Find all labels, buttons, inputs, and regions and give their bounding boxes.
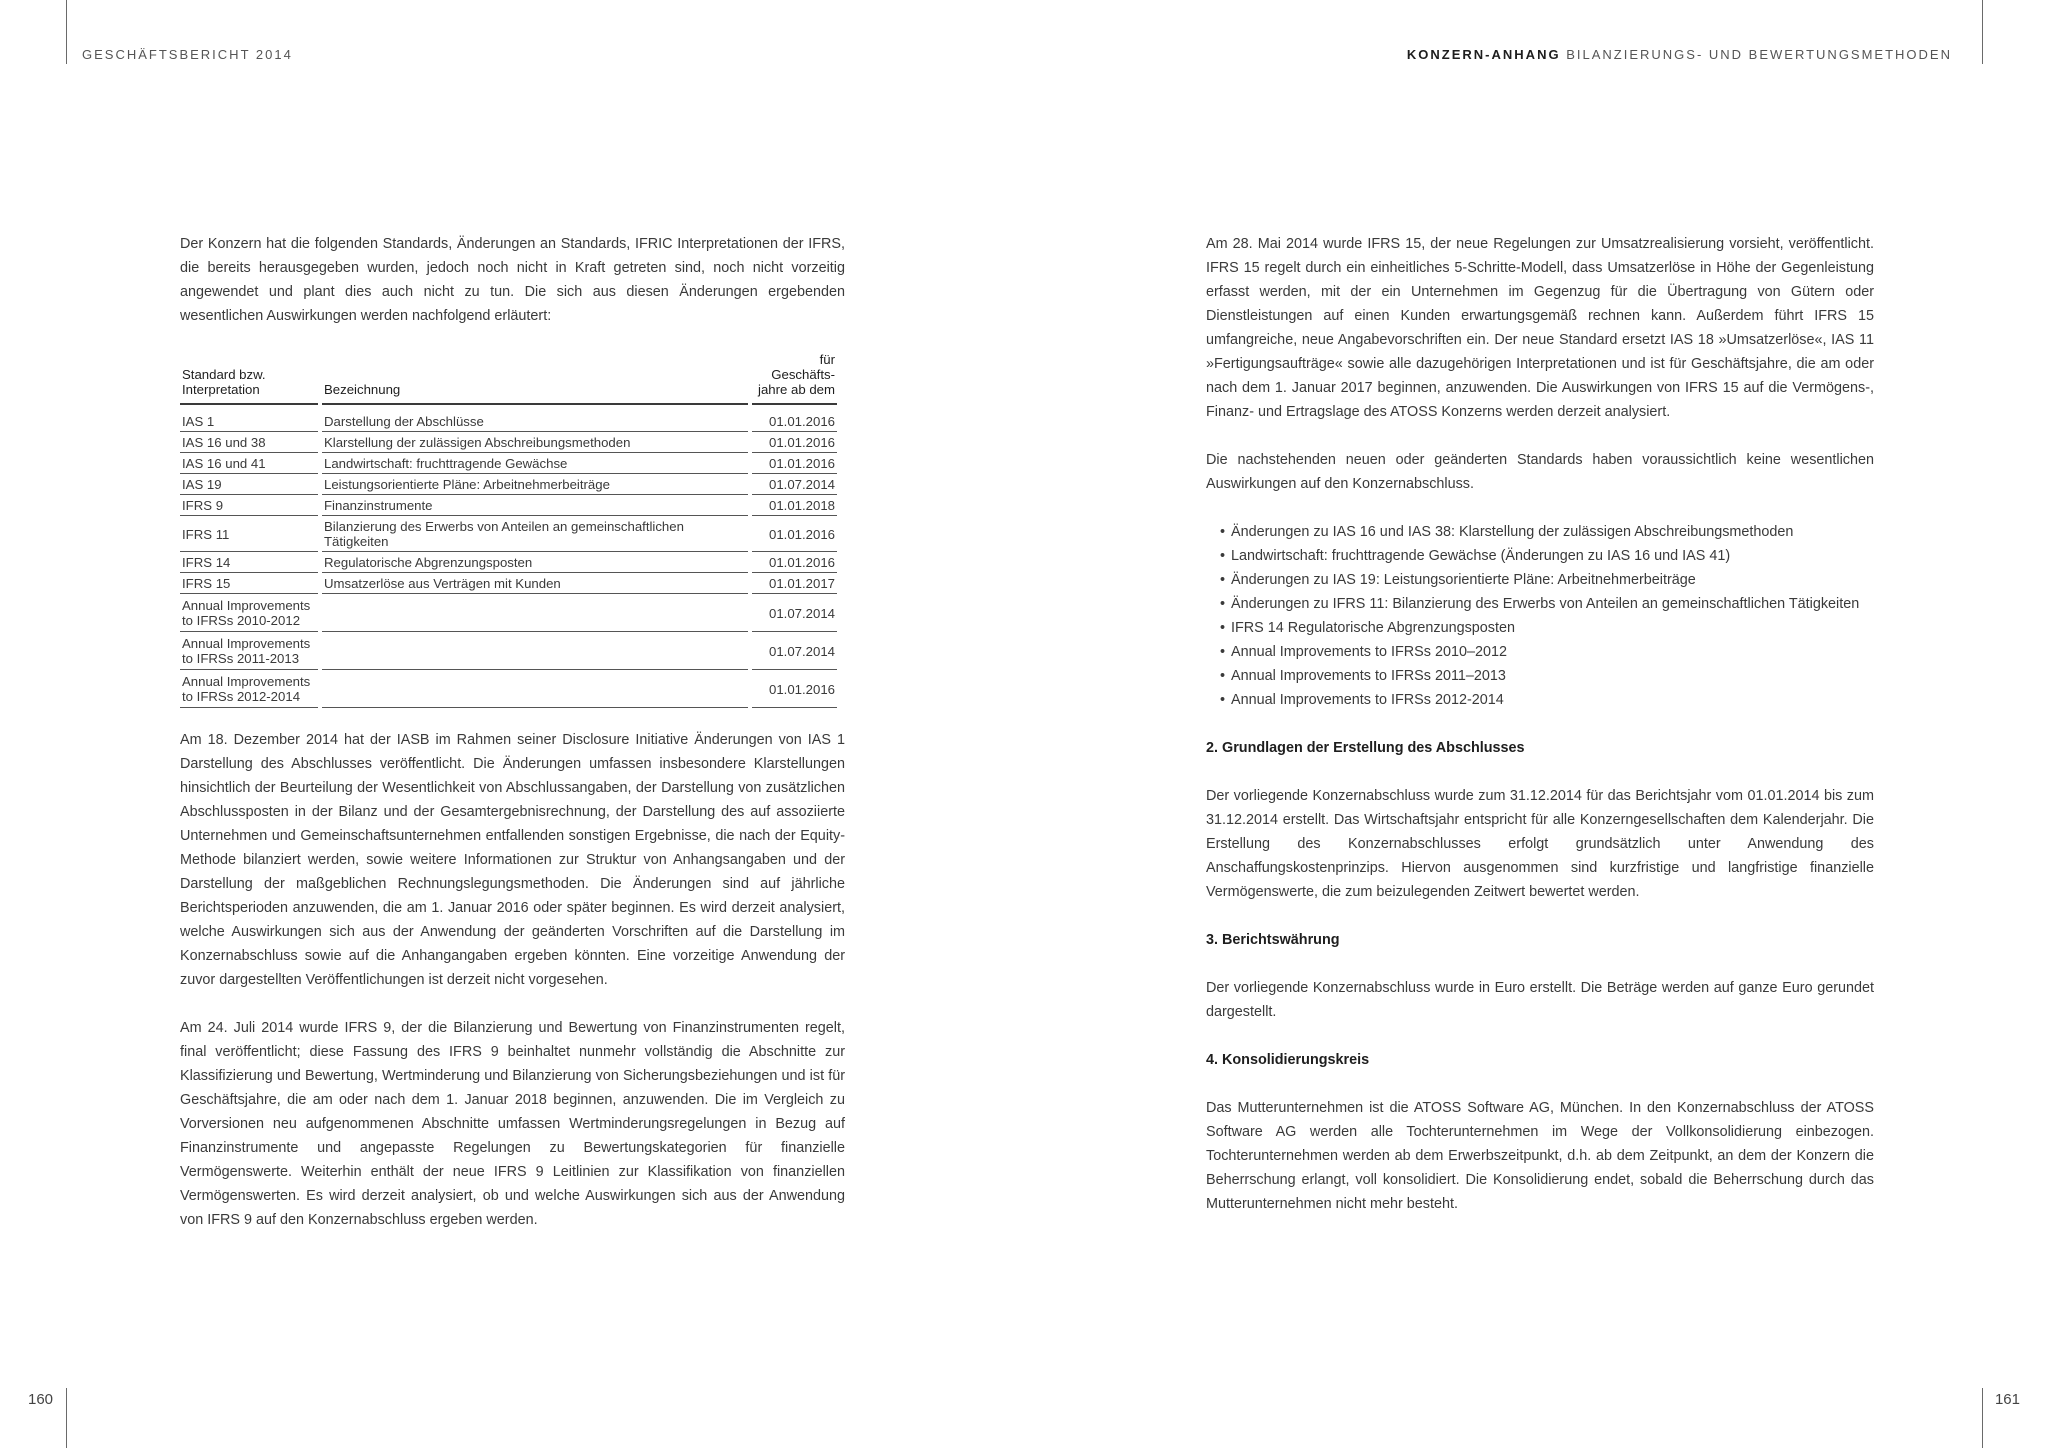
intro-paragraph: Der Konzern hat die folgenden Standards, Änderungen an Standards, IFRIC Interpretationen der IFRS, die bereits herausgegeben wurden, jedoch noch nicht in Kraft getreten sind, noch nicht vorzeitig angewendet und plant dies auch nicht zu tun. Die sich aus diesen Änderungen ergebenden wesentlichen Auswirkungen werden nachfolgend erläutert: — [180, 236, 845, 324]
crop-mark-bottom — [1982, 1388, 1983, 1448]
crop-mark-top — [66, 0, 67, 64]
cell-standard: IFRS 9 — [180, 495, 318, 516]
running-head-subsection: BILANZIERUNGS- UND BEWERTUNGSMETHODEN — [1566, 47, 1952, 62]
running-head: GESCHÄFTSBERICHT 2014 — [82, 47, 293, 62]
standards-bullet-list — [1206, 520, 1874, 712]
page-number: 161 — [1994, 1391, 2020, 1408]
table-row — [180, 632, 837, 670]
crop-mark-bottom — [66, 1388, 67, 1448]
table-row — [180, 495, 837, 516]
right-column — [1206, 232, 1874, 1240]
list-item: • Annual Improvements to IFRSs 2011–2013 — [1220, 664, 1874, 688]
cell-standard: IFRS 11 — [180, 516, 318, 552]
cell-date: 01.07.2014 — [752, 594, 837, 632]
table-row — [180, 432, 837, 453]
running-head-section: KONZERN-ANHANG — [1406, 47, 1561, 62]
cell-designation: Bilanzierung des Erwerbs von Anteilen an gemeinschaftlichen Tätigkeiten — [322, 516, 748, 552]
cell-date: 01.01.2016 — [752, 552, 837, 573]
table-row — [180, 474, 837, 495]
cell-designation: Landwirtschaft: fruchttragende Gewächse — [322, 453, 748, 474]
cell-designation — [322, 632, 748, 670]
cell-standard: IAS 16 und 41 — [180, 453, 318, 474]
table-row — [180, 670, 837, 708]
running-head — [1407, 47, 1952, 62]
cell-date: 01.07.2014 — [752, 632, 837, 670]
paragraph-ifrs9: Am 24. Juli 2014 wurde IFRS 9, der die Bilanzierung und Bewertung von Finanzinstrumenten regelt, final veröffentlicht; diese Fassung des IFRS 9 beinhaltet nunmehr vollständig die Abschnitte zur Klassifizierung und Bewertung, Wertminderung und Bilanzierung von Sicherungsbeziehungen und ist für Geschäftsjahre, die am oder nach dem 1. Januar 2018 beginnen, anzuwenden. Die im Vergleich zu Vorversionen neu aufgenommenen Abschnitte umfassen Wertminderungsregelungen in Bezug auf Finanzinstrumente und angepasste Regelungen zu Bewertungskategorien für finanzielle Vermögenswerte. Weiterhin enthält der neue IFRS 9 Leitlinien zur Klassifikation von finanziellen Vermögenswerten. Es wird derzeit analysiert, ob und welche Auswirkungen sich aus der Anwendung von IFRS 9 auf den Konzernabschluss ergeben werden. — [180, 1020, 845, 1228]
cell-standard: Annual Improvements to IFRSs 2010-2012 — [180, 594, 318, 632]
right-page — [1024, 0, 2048, 1448]
section-text: Der vorliegende Konzernabschluss wurde in Euro erstellt. Die Beträge werden auf ganze Euro gerundet dargestellt. — [1206, 980, 1874, 1020]
cell-date: 01.01.2016 — [752, 670, 837, 708]
paragraph-no-effect: Die nachstehenden neuen oder geänderten Standards haben voraussichtlich keine wesentlichen Auswirkungen auf den Konzernabschluss. — [1206, 452, 1874, 492]
cell-designation — [322, 594, 748, 632]
table-row — [180, 573, 837, 594]
list-item: • Änderungen zu IAS 19: Leistungsorientierte Pläne: Arbeitnehmerbeiträge — [1220, 568, 1874, 592]
cell-date: 01.01.2016 — [752, 432, 837, 453]
cell-designation — [322, 670, 748, 708]
cell-designation: Leistungsorientierte Pläne: Arbeitnehmerbeiträge — [322, 474, 748, 495]
cell-designation: Umsatzerlöse aus Verträgen mit Kunden — [322, 573, 748, 594]
table-row — [180, 453, 837, 474]
table-row — [180, 516, 837, 552]
table-row — [180, 594, 837, 632]
header-standard: Standard bzw. Interpretation — [180, 352, 318, 405]
cell-date: 01.01.2018 — [752, 495, 837, 516]
header-designation: Bezeichnung — [322, 352, 748, 405]
table-row — [180, 552, 837, 573]
section-heading: 3. Berichtswährung — [1206, 932, 1340, 948]
cell-designation: Klarstellung der zulässigen Abschreibungsmethoden — [322, 432, 748, 453]
crop-mark-top — [1982, 0, 1983, 64]
cell-standard: IAS 16 und 38 — [180, 432, 318, 453]
cell-date: 01.07.2014 — [752, 474, 837, 495]
list-item: • Annual Improvements to IFRSs 2010–2012 — [1220, 640, 1874, 664]
cell-standard: IFRS 14 — [180, 552, 318, 573]
page-number: 160 — [28, 1391, 54, 1408]
table-row — [180, 411, 837, 432]
cell-date: 01.01.2016 — [752, 453, 837, 474]
cell-standard: IAS 19 — [180, 474, 318, 495]
cell-standard: IFRS 15 — [180, 573, 318, 594]
table-header-row — [180, 352, 837, 405]
cell-date: 01.01.2016 — [752, 516, 837, 552]
cell-standard: IAS 1 — [180, 411, 318, 432]
cell-designation: Regulatorische Abgrenzungsposten — [322, 552, 748, 573]
section-heading: 4. Konsolidierungskreis — [1206, 1052, 1370, 1068]
section-heading: 2. Grundlagen der Erstellung des Abschlusses — [1206, 740, 1525, 756]
left-column — [180, 232, 845, 1256]
cell-date: 01.01.2017 — [752, 573, 837, 594]
standards-table — [176, 352, 841, 708]
cell-designation: Finanzinstrumente — [322, 495, 748, 516]
paragraph-ifrs15: Am 28. Mai 2014 wurde IFRS 15, der neue Regelungen zur Umsatzrealisierung vorsieht, veröffentlicht. IFRS 15 regelt durch ein einheitliches 5-Schritte-Modell, dass Umsatzerlöse in Höhe der Gegenleistung erfasst werden, mit der ein Unternehmen im Gegenzug für die Übertragung von Gütern oder Dienstleistungen auf einen Kunden erwartungsgemäß rechnen kann. Außerdem führt IFRS 15 umfangreiche, neue Angabevorschriften ein. Der neue Standard ersetzt IAS 18 »Umsatzerlöse«, IAS 11 »Fertigungsaufträge« sowie alle dazugehörigen Interpretationen und ist für Geschäftsjahre, die am oder nach dem 1. Januar 2017 beginnen, anzuwenden. Die Auswirkungen von IFRS 15 auf die Vermögens-, Finanz- und Ertragslage des ATOSS Konzerns werden derzeit analysiert. — [1206, 236, 1874, 420]
cell-standard: Annual Improvements to IFRSs 2011-2013 — [180, 632, 318, 670]
cell-date: 01.01.2016 — [752, 411, 837, 432]
paragraph-ias1: Am 18. Dezember 2014 hat der IASB im Rahmen seiner Disclosure Initiative Änderungen von IAS 1 Darstellung des Abschlusses veröffentlicht. Die Änderungen umfassen insbesondere Klarstellungen hinsichtlich der Beurteilung der Wesentlichkeit von Abschlussangaben, der Darstellung von zusätzlichen Abschlussposten in der Bilanz und der Gesamtergebnisrechnung, der Darstellung des auf assoziierte Unternehmen und Gemeinschaftsunternehmen entfallenden sonstigen Ergebnisse, die nach der Equity-Methode bilanziert werden, sowie weitere Informationen zur Struktur von Anhangsangaben und der Darstellung der maßgeblichen Rechnungslegungsmethoden. Die Änderungen sind auf jährliche Berichtsperioden anzuwenden, die am 1. Januar 2016 oder später beginnen. Es wird derzeit analysiert, welche Auswirkungen sich aus der Anwendung der geänderten Vorschriften auf die Darstellung im Konzernabschluss sowie auf die Anhangangaben ergeben könnten. Eine vorzeitige Anwendung der zuvor dargestellten Veröffentlichungen ist derzeit nicht vorgesehen. — [180, 732, 845, 988]
list-item: • IFRS 14 Regulatorische Abgrenzungsposten — [1220, 616, 1874, 640]
section-text: Das Mutterunternehmen ist die ATOSS Software AG, München. In den Konzernabschluss der ATOSS Software AG werden alle Tochterunternehmen im Wege der Vollkonsolidierung einbezogen. Tochterunternehmen werden ab dem Erwerbszeitpunkt, d.h. ab dem Zeitpunkt, an dem der Konzern die Beherrschung erlangt, voll konsolidiert. Die Konsolidierung endet, sobald die Beherrschung durch das Mutterunternehmen nicht mehr besteht. — [1206, 1100, 1874, 1212]
list-item: • Annual Improvements to IFRSs 2012-2014 — [1220, 688, 1874, 712]
list-item: • Landwirtschaft: fruchttragende Gewächse (Änderungen zu IAS 16 und IAS 41) — [1220, 544, 1874, 568]
cell-standard: Annual Improvements to IFRSs 2012-2014 — [180, 670, 318, 708]
cell-designation: Darstellung der Abschlüsse — [322, 411, 748, 432]
list-item: • Änderungen zu IAS 16 und IAS 38: Klarstellung der zulässigen Abschreibungsmethoden — [1220, 520, 1874, 544]
section-text: Der vorliegende Konzernabschluss wurde zum 31.12.2014 für das Berichtsjahr vom 01.01.2014 bis zum 31.12.2014 erstellt. Das Wirtschaftsjahr entspricht für alle Konzerngesellschaften dem Kalenderjahr. Die Erstellung des Konzernabschlusses erfolgt grundsätzlich unter Anwendung des Anschaffungskostenprinzips. Hiervon ausgenommen sind kurzfristige und langfristige finanzielle Vermögenswerte, die zum beizulegenden Zeitwert bewertet werden. — [1206, 788, 1874, 900]
list-item: • Änderungen zu IFRS 11: Bilanzierung des Erwerbs von Anteilen an gemeinschaftlichen Tätigkeiten — [1220, 592, 1874, 616]
header-date: für Geschäfts- jahre ab dem — [752, 352, 837, 405]
